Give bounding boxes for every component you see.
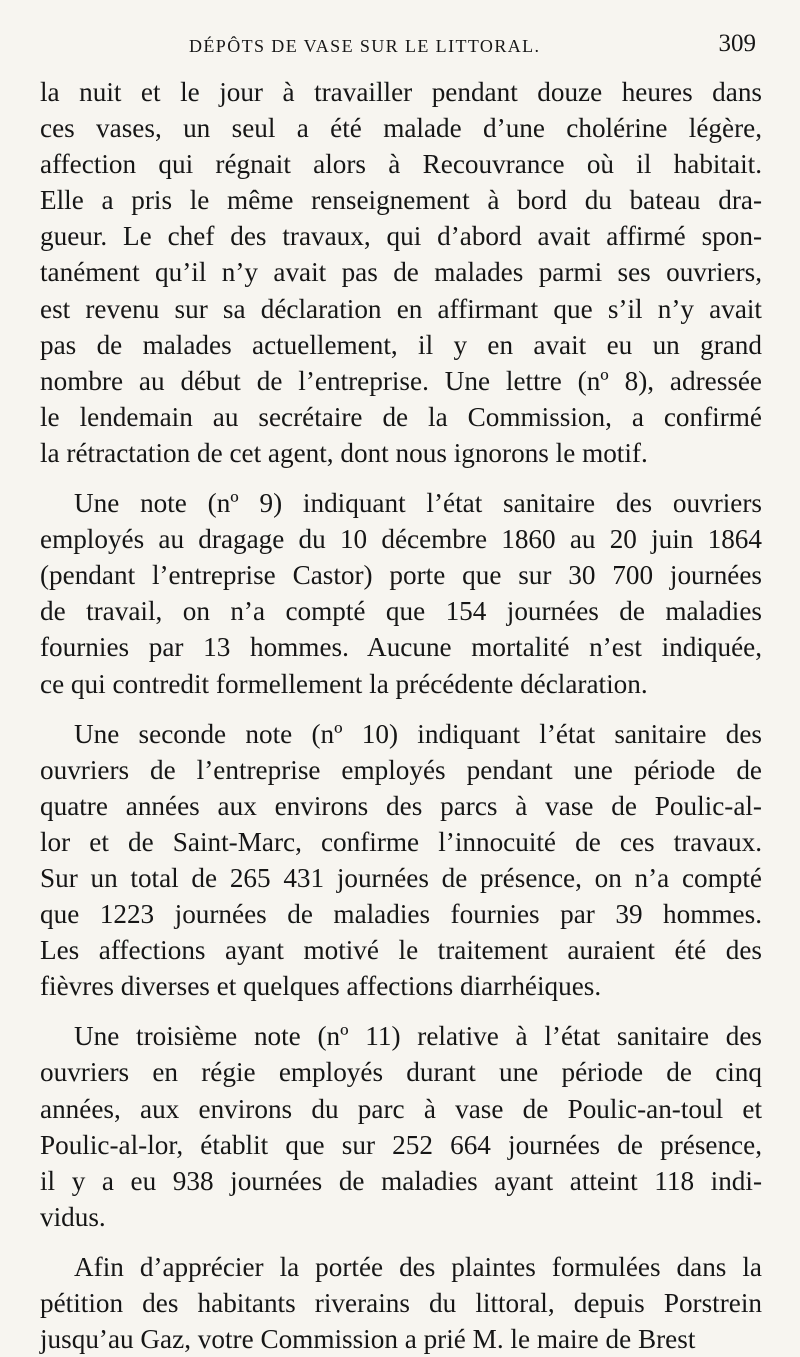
text-line: Les affections ayant motivé le traitement auraient été des — [40, 935, 762, 966]
paragraph-gap — [40, 702, 762, 716]
paragraph — [40, 485, 762, 702]
text-line: tanément qu’il n’y avait pas de malades parmi ses ouvriers, — [40, 257, 762, 288]
text-line: Une seconde note (nº 10) indiquant l’état sanitaire des — [74, 718, 762, 749]
text-line: ouvriers de l’entreprise employés pendant une période de — [40, 754, 762, 785]
paragraph-gap — [40, 1004, 762, 1018]
paragraph-gap — [40, 1235, 762, 1249]
text-line: Une troisième note (nº 11) relative à l’état sanitaire des — [74, 1021, 762, 1052]
text-line: jusqu’au Gaz, votre Commission a prié M. le maire de Brest — [40, 1324, 696, 1355]
text-line: pétition des habitants riverains du littoral, depuis Porstrein — [40, 1288, 762, 1318]
text-line: fournies par 13 hommes. Aucune mortalité n’est indiquée, — [40, 632, 762, 663]
paragraph — [40, 1249, 762, 1357]
text-line: (pendant l’entreprise Castor) porte que sur 30 700 journées — [40, 560, 762, 591]
text-line: il y a eu 938 journées de maladies ayant atteint 118 indi- — [40, 1165, 762, 1196]
text-line: fièvres diverses et quelques affections diarrhéiques. — [40, 971, 602, 1002]
text-line: ce qui contredit formellement la précédente déclaration. — [40, 668, 648, 699]
paragraph — [40, 716, 762, 1005]
text-line: que 1223 journées de maladies fournies par 39 hommes. — [40, 899, 762, 930]
running-title: DÉPÔTS DE VASE SUR LE LITTORAL. — [189, 36, 541, 56]
text-line: Elle a pris le même renseignement à bord du bateau dra- — [40, 185, 762, 216]
text-line: vidus. — [40, 1201, 106, 1232]
text-line: nombre au début de l’entreprise. Une lettre (nº 8), adressée — [40, 365, 762, 396]
text-line: la nuit et le jour à travailler pendant douze heures dans — [40, 77, 762, 107]
page-number: 309 — [718, 30, 756, 57]
text-line: Afin d’apprécier la portée des plaintes formulées dans la — [74, 1251, 762, 1282]
text-line: Sur un total de 265 431 journées de présence, on n’a compté — [40, 862, 762, 893]
paragraph — [40, 74, 762, 471]
text-line: lor et de Saint-Marc, confirme l’innocuité de ces travaux. — [40, 826, 762, 857]
text-line: années, aux environs du parc à vase de Poulic-an-toul et — [40, 1093, 762, 1124]
text-line: Poulic-al-lor, établit que sur 252 664 journées de présence, — [40, 1129, 762, 1160]
body-text — [40, 74, 762, 1357]
text-line: ces vases, un seul a été malade d’une cholérine légère, — [40, 113, 762, 144]
text-line: la rétractation de cet agent, dont nous ignorons le motif. — [40, 437, 648, 468]
text-line: est revenu sur sa déclaration en affirmant que s’il n’y avait — [40, 293, 762, 324]
text-line: quatre années aux environs des parcs à vase de Poulic-al- — [40, 790, 762, 821]
text-line: employés au dragage du 10 décembre 1860 au 20 juin 1864 — [40, 524, 762, 555]
text-line: Une note (nº 9) indiquant l’état sanitaire des ouvriers — [74, 488, 762, 519]
text-line: de travail, on n’a compté que 154 journées de maladies — [40, 596, 762, 627]
text-line: affection qui régnait alors à Recouvrance où il habitait. — [40, 149, 762, 180]
text-line: le lendemain au secrétaire de la Commission, a confirmé — [40, 401, 762, 432]
text-line: ouvriers en régie employés durant une période de cinq — [40, 1057, 762, 1088]
paragraph-gap — [40, 471, 762, 485]
text-line: pas de malades actuellement, il y en avait eu un grand — [40, 329, 762, 360]
page-header — [46, 30, 760, 64]
text-line: gueur. Le chef des travaux, qui d’abord avait affirmé spon- — [40, 221, 762, 252]
paragraph — [40, 1018, 762, 1235]
